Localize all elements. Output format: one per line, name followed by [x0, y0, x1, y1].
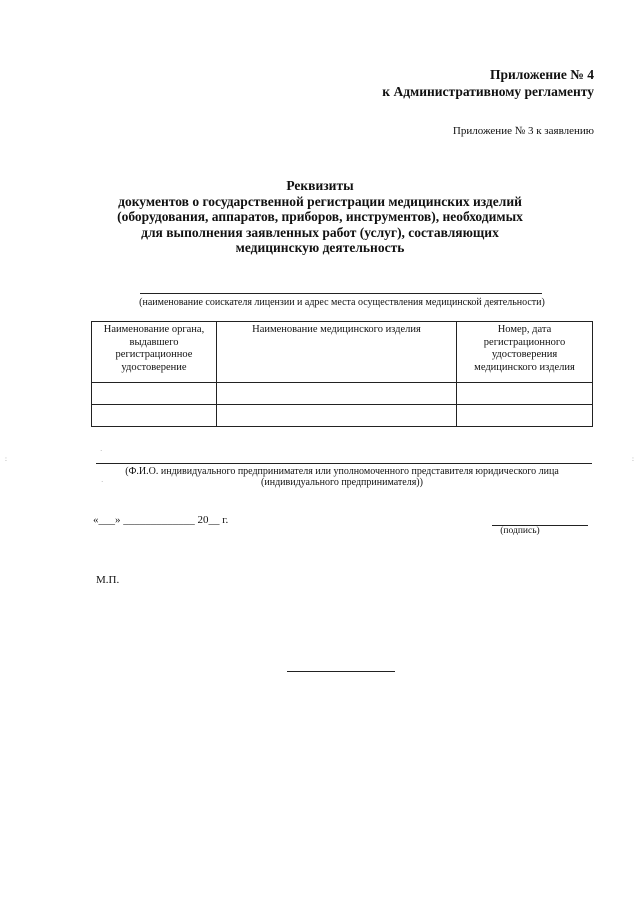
applicant-caption: (наименование соискателя лицензии и адрес места осуществления медицинской деятельности) — [139, 297, 545, 308]
representative-caption — [112, 466, 572, 488]
scan-mark: : — [5, 455, 7, 463]
title-line: документов о государственной регистрации медицинских изделий — [118, 193, 522, 209]
appendix-header — [334, 66, 594, 100]
title-line: (оборудования, аппаратов, приборов, инструментов), необходимых — [117, 209, 523, 225]
appendix-number: Приложение № 4 — [490, 67, 594, 82]
table-cell[interactable] — [457, 404, 593, 426]
applicant-fill-line — [140, 293, 542, 294]
scan-mark: : — [632, 455, 634, 463]
column-header-certificate: Номер, дата регистрационного удостоверения медицинского изделия — [457, 322, 593, 383]
representative-fill-line — [96, 463, 592, 464]
table-header-row — [92, 322, 593, 383]
registration-table — [91, 321, 593, 427]
appendix-reference: к Административному регламенту — [382, 84, 594, 99]
table-cell[interactable] — [457, 382, 593, 404]
table-row — [92, 382, 593, 404]
table-cell[interactable] — [92, 382, 217, 404]
appendix-subheader: Приложение № 3 к заявлению — [452, 125, 594, 137]
column-header-issuer: Наименование органа, выдавшего регистрационное удостоверение — [92, 322, 217, 383]
table-cell[interactable] — [217, 382, 457, 404]
document-title — [110, 178, 530, 256]
representative-caption-line: (индивидуального предпринимателя)) — [261, 477, 423, 488]
signature-caption: (подпись) — [500, 526, 540, 536]
table-row — [92, 404, 593, 426]
title-line: медицинскую деятельность — [235, 240, 405, 256]
table-cell[interactable] — [217, 404, 457, 426]
footer-divider — [287, 671, 395, 672]
title-line: для выполнения заявленных работ (услуг), составляющих — [141, 224, 499, 240]
title-line: Реквизиты — [286, 178, 354, 193]
date-line: «___» _____________ 20__ г. — [93, 514, 229, 526]
column-header-device: Наименование медицинского изделия — [217, 322, 457, 383]
stamp-label: М.П. — [96, 574, 120, 586]
table-cell[interactable] — [92, 404, 217, 426]
representative-caption-line: (Ф.И.О. индивидуального предпринимателя или уполномоченного представителя юридического лица — [125, 466, 559, 477]
scan-mark: · — [100, 447, 103, 455]
scan-mark: · — [101, 478, 104, 486]
